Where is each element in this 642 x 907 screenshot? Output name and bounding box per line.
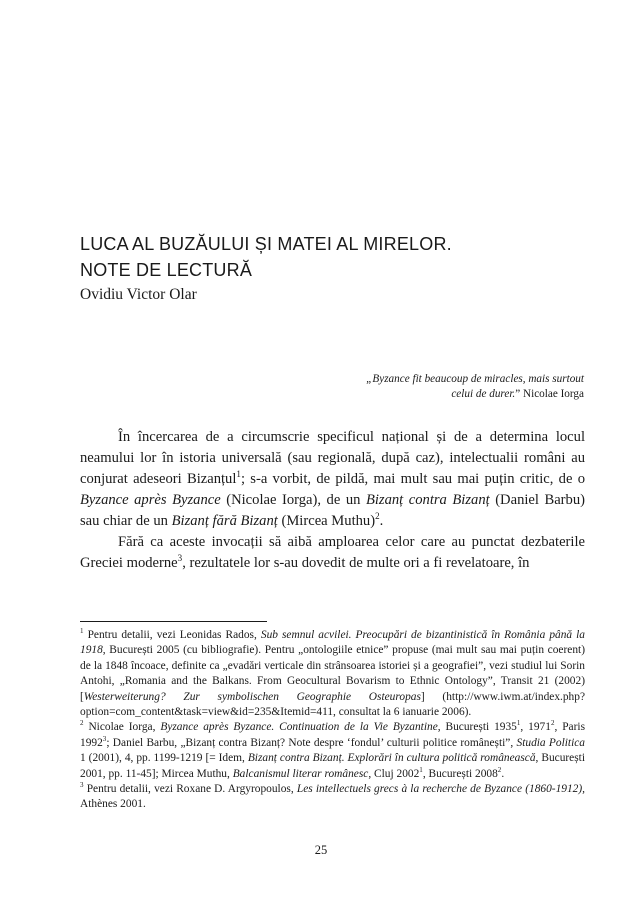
footnote-3: $^3$ Pentru detalii, vezi Roxane D. Argyropoulos, Les intellectuels grecs à la recherche de Byzance (1860-1912), Athènes 2001. [80,781,585,811]
footnote-2: $^2$ Nicolae Iorga, Byzance après Byzance. Continuation de la Vie Byzantine, București 1935$^1$, 1971$^2$, Paris 1992$^3$; Daniel Barbu, „Bizanț contra Bizanț? Note despre ‘fondul’ culturii politice românești”, Studia Politica 1 (2001), 4, pp. 1199-1219 [= Idem, Bizanț contra Bizanț. Explorări în cultura politică românească, București 2001, pp. 11-45]; Mircea Muthu, Balcanismul literar românesc, Cluj 2002$^1$, București 2008$^2$. [80,719,586,780]
footnote-separator [80,621,267,622]
epigraph-attribution: Nicolae Iorga [523,388,584,400]
footnote-ref[interactable]: 3 [177,553,183,564]
epigraph [284,372,584,402]
footnote-ref[interactable]: 2 [375,511,380,522]
article-title-line2: NOTE DE LECTURĂ [80,260,253,280]
paragraph: Fără ca aceste invocații să aibă amploarea celor care au punctat dezbaterile Greciei moderne$^3$, rezultatele lor s-au dovedit de multe ori a fi revelatoare, în [80,534,585,571]
article-title-line1: LUCA AL BUZĂULUI ȘI MATEI AL MIRELOR. [80,234,452,254]
footnote-1: $^1$ Pentru detalii, vezi Leonidas Rados, Sub semnul acvilei. Preocupări de bizantinistică în România până la 1918, București 2005 (cu bibliografie). Pentru „ontologiile etnice” propuse (mai mult sau mai puțin coerent) de la 1848 încoace, definite ca „evadări verticale din strânsoarea istoriei și a geografiei”, vezi studiul lui Sorin Antohi, „Romania and the Balkans. From Geocultural Bovarism to Ethnic Ontology”, Transit 21 (2002) [Westerweiterung? Zur symbolischen Geographie Osteuropas] (http://www.iwm.at/index.php?option=com_content&task=view&id=235&Itemid=411, consultat la 6 ianuarie 2006). [80,627,586,719]
epigraph-quote-close: ” [515,388,521,400]
body-text [80,427,585,574]
footnotes [80,628,585,813]
page-number: 25 [314,843,328,857]
epigraph-quote-line2: celui de durer. [451,388,516,400]
article-author: Ovidiu Victor Olar [80,286,197,303]
footnote-ref[interactable]: 1 [236,469,241,480]
paragraph: În încercarea de a circumscrie specificul național și de a determina locul neamului lor în istoria universală (sau regională, după caz), intelectualii români au conjurat adeseori Bizanțul$^1$; s-a vorbit, de pildă, mai mult sau mai puțin critic, de o Byzance après Byzance (Nicolae Iorga), de un Bizanț contra Bizanț (Daniel Barbu) sau chiar de un Bizanț fără Bizanț (Mircea Muthu)$^2$. [80,429,585,529]
epigraph-quote-line1: „Byzance fit beaucoup de miracles, mais surtout [366,373,584,385]
